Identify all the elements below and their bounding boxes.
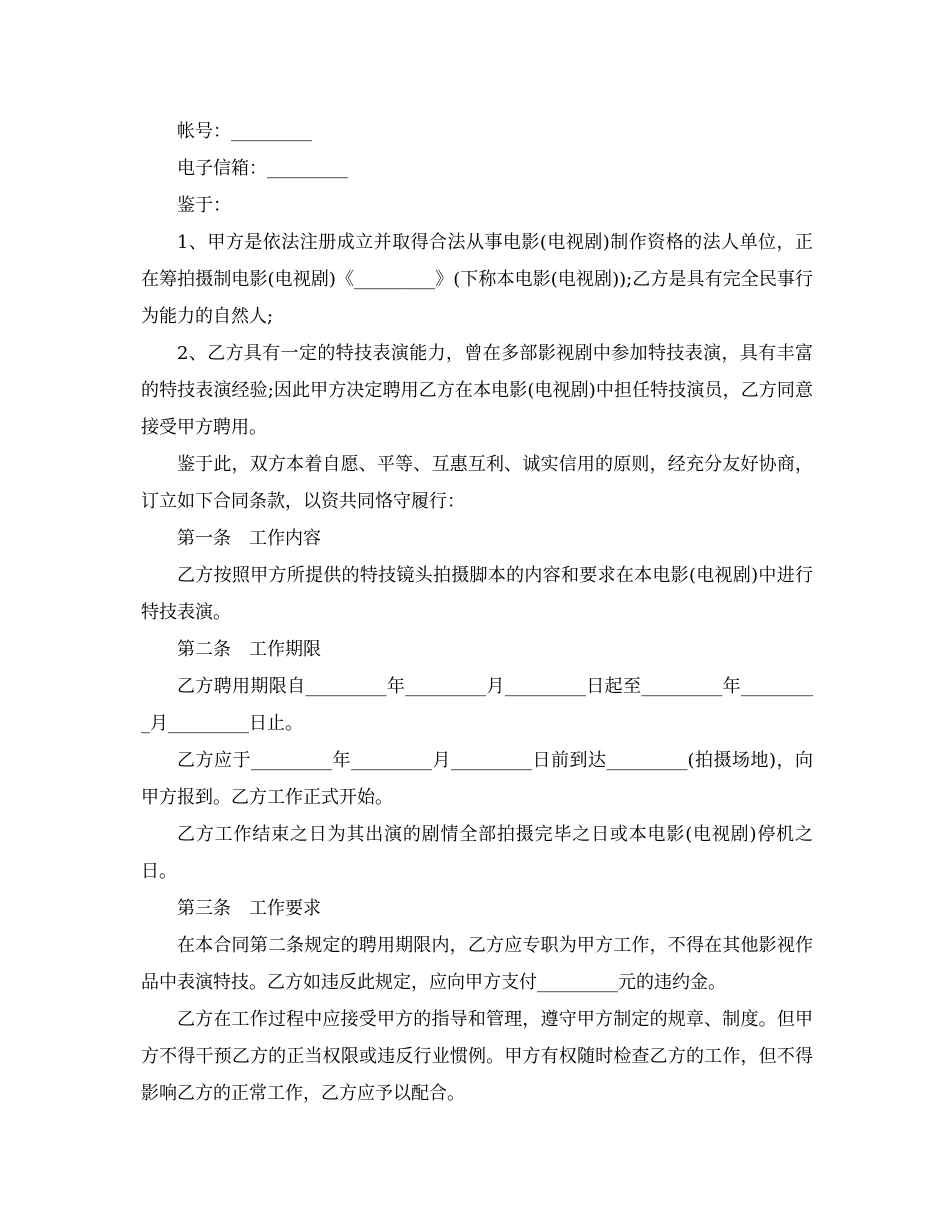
article-2-report: 乙方应于_________年_________月_________日前到达_________(拍摄场地)，向甲方报到。乙方工作正式开始。 xyxy=(141,750,813,808)
article-3-exclusivity: 在本合同第二条规定的聘用期限内，乙方应专职为甲方工作，不得在其他影视作品中表演特技。乙方如违反此规定，应向甲方支付_________元的违约金。 xyxy=(141,935,813,993)
preamble-paragraph: 鉴于此，双方本着自愿、平等、互惠互利、诚实信用的原则，经充分友好协商，订立如下合同条款，以资共同恪守履行： xyxy=(141,454,813,512)
article-2-heading: 第二条 工作期限 xyxy=(177,639,321,660)
email-line: 电子信箱：_________ xyxy=(177,158,348,179)
whereas-heading: 鉴于： xyxy=(177,195,231,216)
document-body xyxy=(141,113,813,1112)
whereas-clause-1: 1、甲方是依法注册成立并取得合法从事电影(电视剧)制作资格的法人单位，正在筹拍摄制电影(电视剧)《_________》(下称本电影(电视剧));乙方是具有完全民事行为能力的自然人; xyxy=(141,232,813,327)
account-line: 帐号：_________ xyxy=(177,121,312,142)
article-3-heading: 第三条 工作要求 xyxy=(177,898,321,919)
article-2-term: 乙方聘用期限自_________年_________月_________日起至_________年_________月_________日止。 xyxy=(141,676,813,734)
article-3-management: 乙方在工作过程中应接受甲方的指导和管理，遵守甲方制定的规章、制度。但甲方不得干预乙方的正当权限或违反行业惯例。甲方有权随时检查乙方的工作，但不得影响乙方的正常工作，乙方应予以配合。 xyxy=(141,1009,813,1104)
article-2-end: 乙方工作结束之日为其出演的剧情全部拍摄完毕之日或本电影(电视剧)停机之日。 xyxy=(141,824,813,882)
article-1-heading: 第一条 工作内容 xyxy=(177,528,321,549)
whereas-clause-2: 2、乙方具有一定的特技表演能力，曾在多部影视剧中参加特技表演，具有丰富的特技表演经验;因此甲方决定聘用乙方在本电影(电视剧)中担任特技演员，乙方同意接受甲方聘用。 xyxy=(141,343,813,438)
article-1-paragraph: 乙方按照甲方所提供的特技镜头拍摄脚本的内容和要求在本电影(电视剧)中进行特技表演。 xyxy=(141,565,813,623)
